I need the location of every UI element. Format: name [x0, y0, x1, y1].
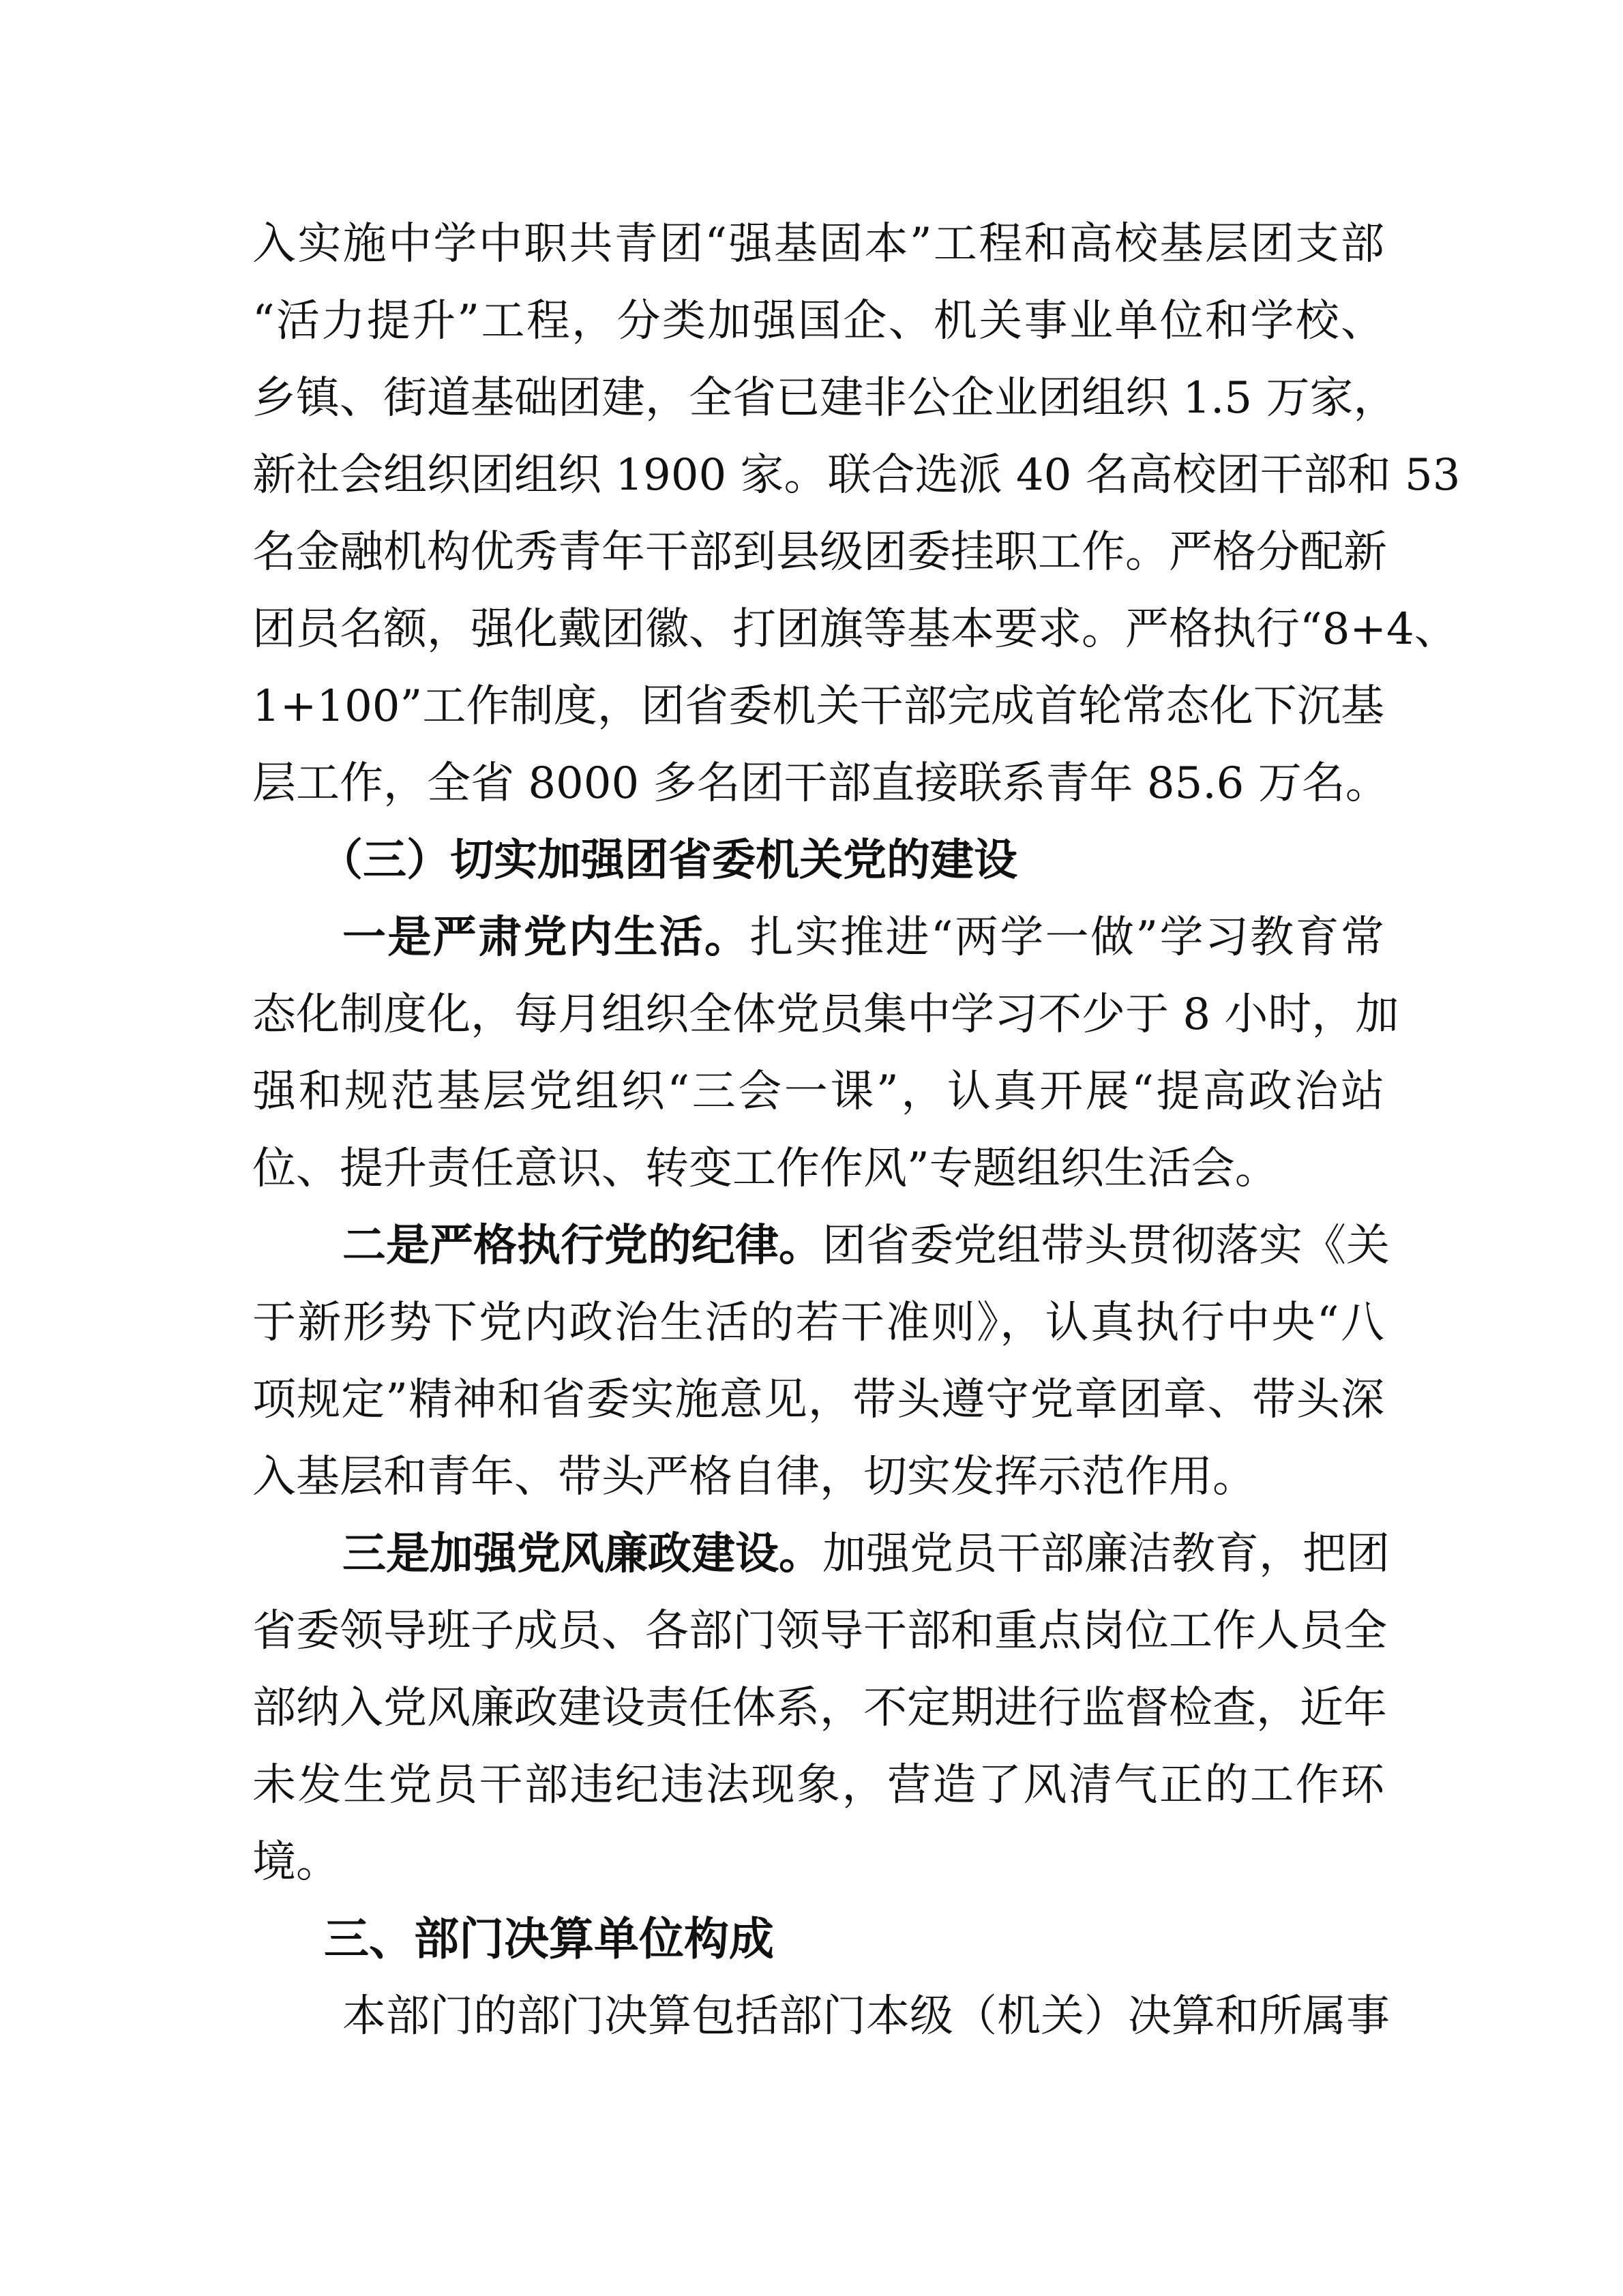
paragraph-line: 入实施中学中职共青团“强基固本”工程和高校基层团支部 — [252, 219, 1384, 269]
paragraph-line: 态化制度化，每月组织全体党员集中学习不少于 8 小时，加 — [252, 989, 1399, 1040]
item-lead: 一是严肃党内生活。 — [342, 912, 750, 963]
item-first-line — [342, 905, 1384, 970]
paragraph-line: 位、提升责任意识、转变工作作风”专题组织生活会。 — [252, 1144, 1279, 1194]
paragraph-line: 团员名额，强化戴团徽、打团旗等基本要求。严格执行“8+4、 — [252, 604, 1458, 655]
paragraph-line: 省委领导班子成员、各部门领导干部和重点岗位工作人员全 — [252, 1606, 1387, 1656]
paragraph-line: 于新形势下党内政治生活的若干准则》，认真执行中央“八 — [252, 1298, 1384, 1348]
item-lead: 三是加强党风廉政建设。 — [342, 1528, 822, 1579]
paragraph-line: 新社会组织团组织 1900 家。联合选派 40 名高校团干部和 53 — [252, 450, 1461, 501]
subsection-heading: （三）切实加强团省委机关党的建设 — [319, 835, 1017, 886]
paragraph-line: 未发生党员干部违纪违法现象，营造了风清气正的工作环 — [252, 1760, 1384, 1810]
paragraph-line: 层工作，全省 8000 多名团干部直接联系青年 85.6 万名。 — [252, 758, 1389, 809]
paragraph-line: 强和规范基层党组织“三会一课”，认真开展“提高政治站 — [252, 1067, 1384, 1117]
paragraph-line: 名金融机构优秀青年干部到县级团委挂职工作。严格分配新 — [252, 527, 1387, 578]
item-first-line — [342, 1521, 1390, 1587]
item-text: 团省委党组带头贯彻落实《关 — [822, 1221, 1390, 1271]
paragraph-line: 境。 — [252, 1837, 340, 1888]
section-heading: 三、部门决算单位构成 — [324, 1913, 774, 1965]
item-first-line — [342, 1213, 1390, 1279]
paragraph-line: 乡镇、街道基础团建，全省已建非公企业团组织 1.5 万家， — [252, 373, 1397, 423]
item-lead: 二是严格执行党的纪律。 — [342, 1220, 822, 1271]
item-text: 加强党员干部廉洁教育，把团 — [822, 1529, 1390, 1579]
paragraph-line: 1+100”工作制度，团省委机关干部完成首轮常态化下沉基 — [252, 681, 1384, 732]
paragraph-line: 入基层和青年、带头严格自律，切实发挥示范作用。 — [252, 1452, 1256, 1502]
paragraph-line: “活力提升”工程，分类加强国企、机关事业单位和学校、 — [252, 296, 1384, 346]
paragraph-line: 项规定”精神和省委实施意见，带头遵守党章团章、带头深 — [252, 1375, 1384, 1425]
paragraph-line: 部纳入党风廉政建设责任体系，不定期进行监督检查，近年 — [252, 1683, 1387, 1733]
item-text: 扎实推进“两学一做”学习教育常 — [749, 912, 1385, 963]
paragraph-line: 本部门的部门决算包括部门本级（机关）决算和所属事 — [342, 1991, 1390, 2042]
